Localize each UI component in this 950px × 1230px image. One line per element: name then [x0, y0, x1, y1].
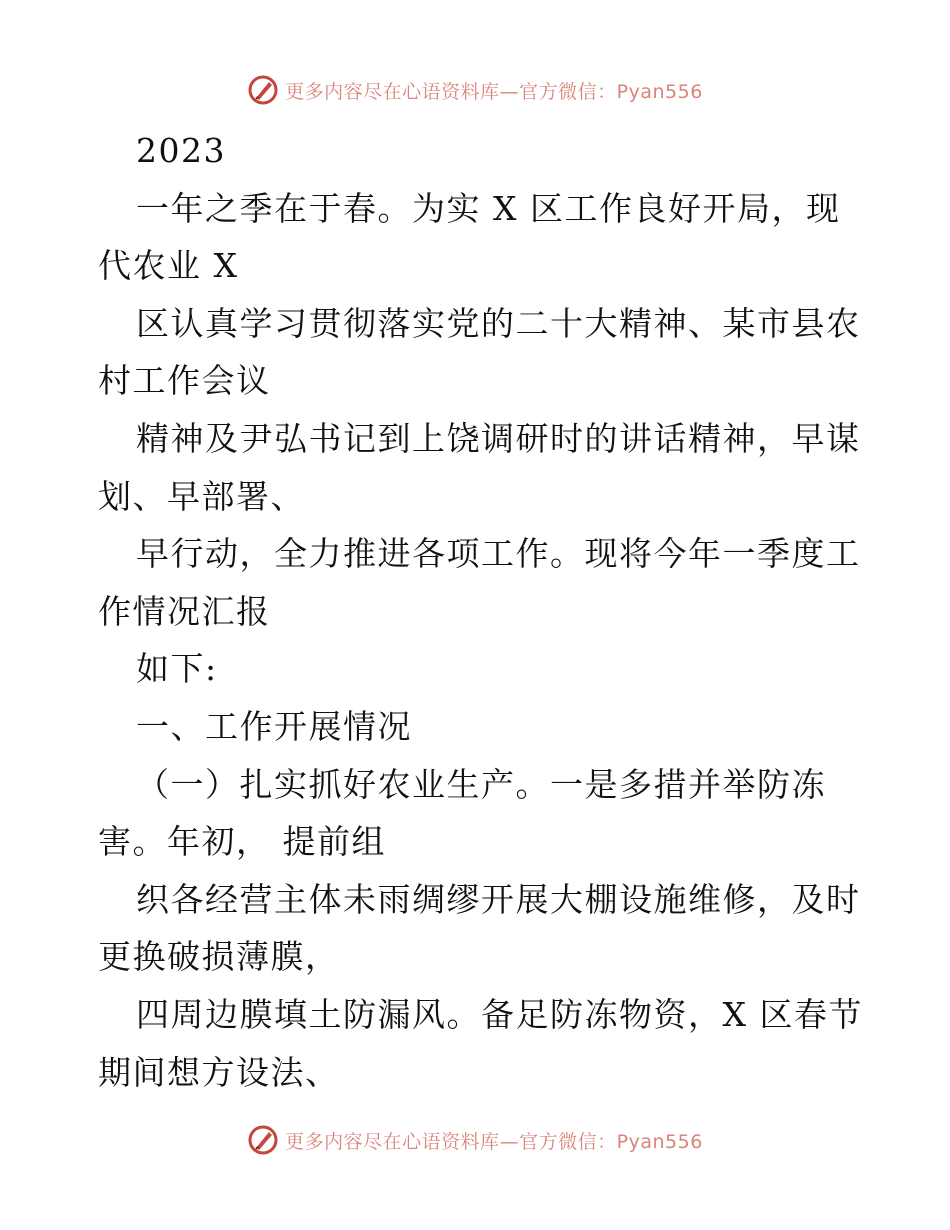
text-line: 更换破损薄膜， — [98, 937, 340, 977]
text-line: 一年之季在于春。为实 X 区工作良好开局，现 — [136, 188, 841, 228]
text-line: 区认真学习贯彻落实党的二十大精神、某市县农 — [136, 303, 861, 343]
quill-pen-icon — [247, 1124, 279, 1156]
text-line: 害。年初， 提前组 — [98, 822, 386, 862]
text-line: 划、早部署、 — [98, 476, 305, 516]
text-line: 作情况汇报 — [98, 591, 271, 631]
quill-pen-icon — [247, 74, 279, 106]
text-line: 代农业 X — [98, 246, 239, 286]
footer-watermark — [0, 1120, 950, 1160]
text-line: 期间想方设法、 — [98, 1052, 340, 1092]
text-line: 村工作会议 — [98, 361, 271, 401]
text-line: 织各经营主体未雨绸缪开展大棚设施维修，及时 — [136, 879, 861, 919]
text-line: 如下: — [136, 649, 218, 689]
text-line: 一、工作开展情况 — [136, 706, 412, 746]
text-line: 四周边膜填土防漏风。备足防冻物资，X 区春节 — [136, 994, 863, 1034]
text-line: 2023 — [136, 131, 226, 170]
document-body — [98, 122, 863, 1101]
text-line: 精神及尹弘书记到上饶调研时的讲话精神，早谋 — [136, 418, 861, 458]
watermark-text: 更多内容尽在心语资料库—官方微信：Pyan556 — [285, 80, 703, 103]
watermark-text: 更多内容尽在心语资料库—官方微信：Pyan556 — [285, 1130, 703, 1153]
text-line: 早行动，全力推进各项工作。现将今年一季度工 — [136, 534, 861, 574]
header-watermark — [0, 70, 950, 110]
text-line: （一）扎实抓好农业生产。一是多措并举防冻 — [136, 764, 826, 804]
